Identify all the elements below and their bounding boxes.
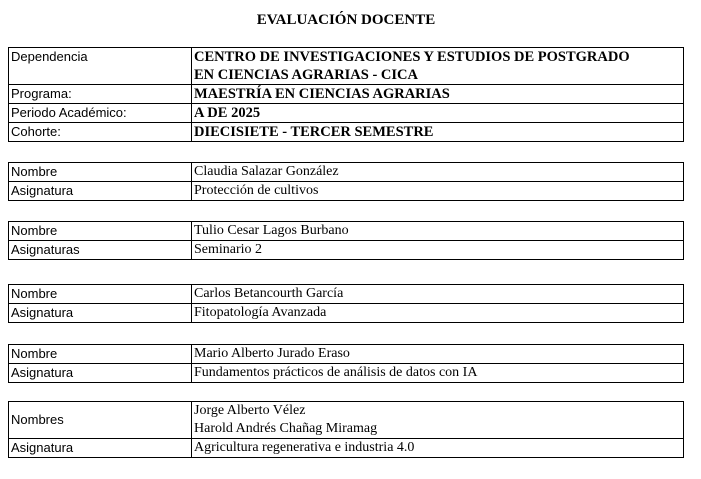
name-label: Nombre <box>9 285 192 304</box>
cohorte-value: DIECISIETE - TERCER SEMESTRE <box>192 123 684 142</box>
docente-names <box>192 402 684 439</box>
periodo-label: Periodo Académico: <box>9 104 192 123</box>
periodo-row <box>9 104 684 123</box>
docente-subject-row <box>9 304 684 323</box>
name-label: Nombre <box>9 345 192 364</box>
docente-table-5 <box>8 401 684 458</box>
subject-label: Asignatura <box>9 304 192 323</box>
programa-row <box>9 85 684 104</box>
docente-name-row <box>9 222 684 241</box>
docente-subject-row <box>9 439 684 458</box>
dependencia-row <box>9 48 684 85</box>
dependencia-line-2: EN CIENCIAS AGRARIAS - CICA <box>194 67 418 83</box>
docente-table-2 <box>8 221 684 260</box>
subject-label: Asignaturas <box>9 241 192 260</box>
docente-name-2: Harold Andrés Chañag Miramag <box>194 421 378 436</box>
docente-name: Carlos Betancourth García <box>192 285 684 304</box>
name-label: Nombre <box>9 163 192 182</box>
docente-subject-row <box>9 364 684 383</box>
dependencia-value <box>192 48 684 85</box>
document-title: EVALUACIÓN DOCENTE <box>256 12 436 28</box>
docente-subject: Seminario 2 <box>192 241 684 260</box>
programa-label: Programa: <box>9 85 192 104</box>
subject-label: Asignatura <box>9 439 192 458</box>
dependencia-label: Dependencia <box>9 48 192 85</box>
header-table <box>8 47 684 142</box>
cohorte-row <box>9 123 684 142</box>
docente-subject-row <box>9 182 684 201</box>
docente-name-1: Jorge Alberto Vélez <box>194 403 306 418</box>
name-label: Nombres <box>9 402 192 439</box>
cohorte-label: Cohorte: <box>9 123 192 142</box>
docente-name: Tulio Cesar Lagos Burbano <box>192 222 684 241</box>
subject-label: Asignatura <box>9 182 192 201</box>
dependencia-line-1: CENTRO DE INVESTIGACIONES Y ESTUDIOS DE POSTGRADO <box>194 49 630 65</box>
subject-label: Asignatura <box>9 364 192 383</box>
docente-subject: Agricultura regenerativa e industria 4.0 <box>192 439 684 458</box>
docente-name-row <box>9 163 684 182</box>
docente-name-row <box>9 345 684 364</box>
docente-table-3 <box>8 284 684 323</box>
docente-table-4 <box>8 344 684 383</box>
name-label: Nombre <box>9 222 192 241</box>
docente-table-1 <box>8 162 684 201</box>
docente-subject: Protección de cultivos <box>192 182 684 201</box>
docente-name: Claudia Salazar González <box>192 163 684 182</box>
docente-subject: Fundamentos prácticos de análisis de datos con IA <box>192 364 684 383</box>
docente-subject-row <box>9 241 684 260</box>
docente-name-row <box>9 402 684 439</box>
periodo-value: A DE 2025 <box>192 104 684 123</box>
docente-name: Mario Alberto Jurado Eraso <box>192 345 684 364</box>
docente-name-row <box>9 285 684 304</box>
docente-subject: Fitopatología Avanzada <box>192 304 684 323</box>
programa-value: MAESTRÍA EN CIENCIAS AGRARIAS <box>192 85 684 104</box>
